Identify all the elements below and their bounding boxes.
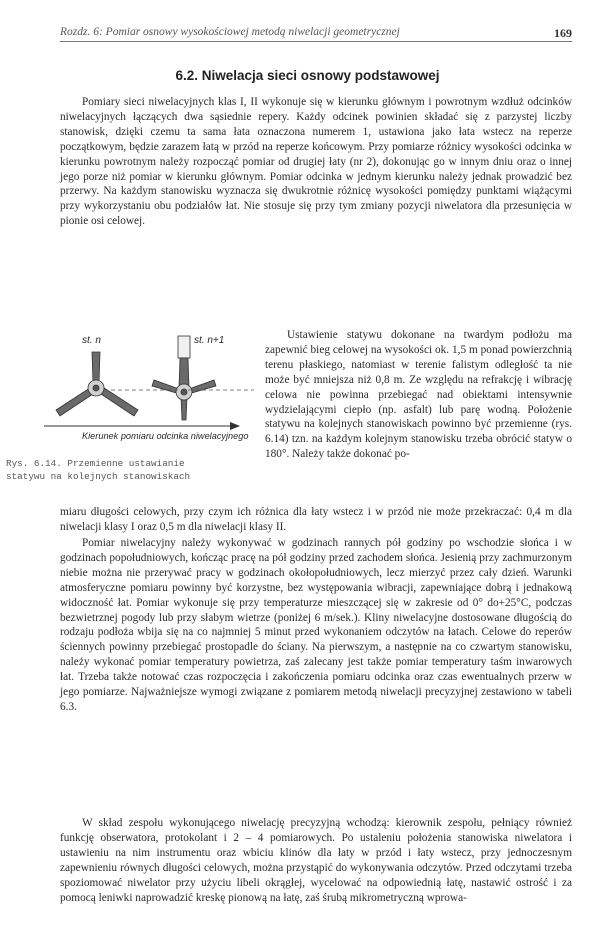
running-header <box>60 26 572 42</box>
tripod-station-n1 <box>152 336 216 420</box>
paragraph-4: Pomiar niwelacyjny należy wykonywać w godzinach rannych pół godziny po wschodzie słońca i w godzinach popołudniowych, kończąc pracę na pół godziny przed zachodem słońca. Jesienią przy zachmurzonym niebie można nie przerywać pracy w godzinach okołopołudniowych, lecz mierzyć przez cały dzień. Warunki atmosferyczne pomiaru powinny być korzystne, bez występowania wibracji, zapewniające dobrą i jednakową widoczność łat. Pomiar wykonuje się przy temperaturze mieszczącej się w zakresie od 0° do+25°C, podczas bezwietrznej pogody lub przy słabym wietrze (poniżej 6 m/sek.). Kliny niwelacyjne dostosowane długością do rodzaju podłoża wbija się na co najmniej 5 minut przed wykonaniem odczytów na łatach. Celowe do reperów ściennych powinny przebiegać prostopadle do ściany. Na pierwszym, a następnie na co czwartym stanowisku, należy wykonać pomiar temperatury powietrza, zaś zalecany jest także pomiar temperatury taśm inwarowych łat. Trzeba także notować czas rozpoczęcia i zakończenia pomiaru odcinka oraz czas ewentualnych przerw w jego pomiarze. Najważniejsze wymogi związane z pomiarem metodą niwelacji precyzyjnej zestawiono w tabeli 6.3. <box>60 537 572 713</box>
section-heading: 6.2. Niwelacja sieci osnowy podstawowej <box>175 68 440 83</box>
paragraph-5: W skład zespołu wykonującego niwelację precyzyjną wchodzą: kierownik zespołu, pełniący również funkcję obserwatora, protokolant i 2 – 4 pomiarowych. Po ustaleniu położenia stanowiska niwelatora i ustawieniu na nim instrumentu oraz wbiciu klinów dla łaty w przód i łaty wstecz, przy jednoczesnym zapewnieniu równych długości celowych, można przystąpić do wykonywania odczytów. Przed odczytami trzeba spoziomować niwelator przy użyciu libeli okrągłej, wycelować na odpowiednią łatę, nastawić ostrość i za pomocą leniwki naprowadzić kreskę pionową na łatę, zaś śrubą mikrometryczną wprowa- <box>60 817 572 904</box>
figure-caption <box>6 457 256 483</box>
caption-line-2: statywu na kolejnych stanowiskach <box>6 471 191 482</box>
tripod-station-n <box>56 352 138 416</box>
paragraph-3: miaru długości celowych, przy czym ich różnica dla łaty wstecz i w przód nie może przekraczać: 0,4 m dla niwelacji klasy I oraz 0,5 m dla niwelacji klasy II. <box>60 506 572 533</box>
caption-line-1: Rys. 6.14. Przemienne ustawianie <box>6 458 185 469</box>
paragraph-1: Pomiary sieci niwelacyjnych klas I, II wykonuje się w kierunku głównym i powrotnym wzdłuż odcinków niwelacyjnych łączących dwa sąsiednie repery. Każdy odcinek powinien składać się z parzystej liczby stanowisk, dzięki czemu ta sama łata oznaczona numerem 1, ustawiona jako łata wstecz na reperze początkowym, będzie zarazem łatą w przód na reperze końcowym. Przy pomiarze różnicy wysokości odcinka w kierunku powrotnym należy rozpocząć pomiar od drugiej łaty (nr 2), dokonując go w innym dniu oraz o innej jego porze niż pomiar w kierunku głównym. Pomiar odcinka w jednym kierunku należy jednak prowadzić bez przerwy. Na każdym stanowisku wyznacza się dwukrotnie różnicę wysokości pomiędzy punktami wiążącymi przy wykorzystaniu obu podziałów łat. Nie stosuje się przy tym zmiany pozycji niwelatora dla przesunięcia w pionie osi celowej. <box>60 96 572 228</box>
label-station-n1: st. n+1 <box>194 335 225 346</box>
paragraph-2: Ustawienie statywu dokonane na twardym podłożu ma zapewnić bieg celowej na wysokości ok. 1,5 m ponad powierzchnią terenu płaskiego, natomiast w terenie falistym odległość ta nie może być mniejsza niż 0,8 m. Ze względu na refrakcję i wibrację celowa nie powinna przebiegać nad obiektami intensywnie wydzielającymi ciepło (np. asfalt) lub parę wodną. Położenie statywu na kolejnych stanowiskach powinno być przemienne (rys. 6.14) tzn. na każdym kolejnym stanowisku trzeba obrócić statyw o 180°. Należy także dokonać po- <box>265 329 572 461</box>
direction-label: Kierunek pomiaru odcinka niwelacyjnego <box>82 431 249 441</box>
page-number: 169 <box>554 26 572 40</box>
figure-tripod-alternation <box>44 328 259 473</box>
running-title: Rozdz. 6: Pomiar osnowy wysokościowej metodą niwelacji geometrycznej <box>60 26 400 38</box>
tripod-station-icon <box>44 328 259 473</box>
arrow-head-icon <box>230 422 240 430</box>
label-station-n: st. n <box>82 335 101 346</box>
